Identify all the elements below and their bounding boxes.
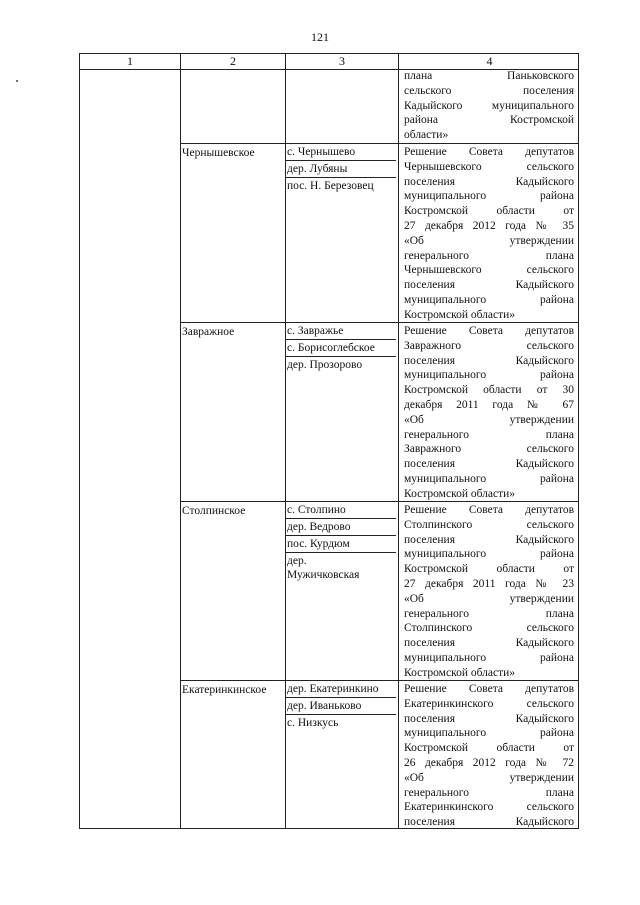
doc-line: декабря 2011 года № 67 xyxy=(404,398,574,411)
doc-line: области» xyxy=(404,129,449,142)
doc-line: поселения Кадыйского xyxy=(404,637,574,650)
doc-line: 26 декабря 2012 года № 72 xyxy=(404,756,574,769)
doc-line: муниципального района xyxy=(404,293,574,306)
settlement-name: Екатеринкинское xyxy=(182,684,267,696)
doc-line: «Об утверждении xyxy=(404,413,574,426)
doc-line: поселения Кадыйского xyxy=(404,533,574,546)
doc-line: Костромской области от xyxy=(404,205,574,218)
village-item: с. Борисоглебское xyxy=(285,340,396,357)
column-header-3: 3 xyxy=(339,54,345,68)
doc-line: Костромской области от 30 xyxy=(404,384,574,397)
doc-line: муниципального района xyxy=(404,548,574,561)
village-item: пос. Курдюм xyxy=(285,536,396,553)
column-header-1: 1 xyxy=(127,54,133,68)
doc-line: муниципального района xyxy=(404,651,574,664)
village-list xyxy=(285,144,396,194)
doc-line: Решение Совета депутатов xyxy=(404,683,574,695)
village-item: с. Низкусь xyxy=(287,717,339,729)
village-item: дер. Лубяны xyxy=(285,161,396,178)
doc-line: Столпинского сельского xyxy=(404,622,574,635)
doc-line: поселения Кадыйского xyxy=(404,354,574,367)
document-text xyxy=(404,503,574,681)
doc-line: муниципального района xyxy=(404,369,574,382)
doc-line: Костромской области» xyxy=(404,666,516,679)
doc-line: плана Паньковского xyxy=(404,70,574,82)
doc-line: Завражного сельского xyxy=(404,339,574,352)
doc-line: «Об утверждении xyxy=(404,771,574,784)
village-item: с. Чернышево xyxy=(285,144,396,161)
doc-line: Екатеринкинского сельского xyxy=(404,697,574,710)
doc-line: поселения Кадыйского xyxy=(404,175,574,188)
document-text xyxy=(404,324,574,502)
doc-line: генерального плана xyxy=(404,249,574,262)
settlement-name: Чернышевское xyxy=(182,147,255,159)
doc-line: Екатеринкинского сельского xyxy=(404,801,574,814)
village-item: с. Столпино xyxy=(285,502,396,519)
doc-line: генерального плана xyxy=(404,428,574,441)
doc-line: «Об утверждении xyxy=(404,234,574,247)
village-item: с. Завражье xyxy=(285,323,396,340)
village-item: дер. Прозорово xyxy=(287,359,363,371)
document-text xyxy=(404,682,574,829)
doc-line: Столпинского сельского xyxy=(404,518,574,531)
village-item: дер. Екатеринкино xyxy=(285,681,396,698)
doc-line: Костромской области» xyxy=(404,487,516,500)
doc-line: поселения Кадыйского xyxy=(404,712,574,725)
doc-line: Костромской области от xyxy=(404,742,574,755)
village-list xyxy=(285,502,396,583)
doc-line: Решение Совета депутатов xyxy=(404,325,574,337)
scan-speck xyxy=(16,80,18,82)
doc-line: муниципального района xyxy=(404,727,574,740)
doc-line: сельского поселения xyxy=(404,84,574,97)
village-item: пос. Н. Березовец xyxy=(287,180,374,192)
doc-line: района Костромской xyxy=(404,114,574,127)
settlements-table xyxy=(79,53,579,829)
doc-line: 27 декабря 2012 года № 35 xyxy=(404,219,574,232)
doc-line: муниципального района xyxy=(404,190,574,203)
doc-line: муниципального района xyxy=(404,472,574,485)
village-item: дер. Ведрово xyxy=(285,519,396,536)
settlement-name: Столпинское xyxy=(182,505,246,517)
doc-line: «Об утверждении xyxy=(404,592,574,605)
doc-line: Костромской области» xyxy=(404,308,516,321)
column-divider xyxy=(180,53,181,829)
column-divider xyxy=(398,53,399,829)
column-header-2: 2 xyxy=(230,54,236,68)
carryover-document-text xyxy=(404,69,574,143)
document-text xyxy=(404,145,574,323)
table-header xyxy=(80,53,579,70)
doc-line: 27 декабря 2011 года № 23 xyxy=(404,577,574,590)
doc-line: Чернышевского сельского xyxy=(404,160,574,173)
doc-line: генерального плана xyxy=(404,607,574,620)
page-number: 121 xyxy=(311,30,329,44)
doc-line: Завражного сельского xyxy=(404,443,574,456)
village-item: дер. Мужичковская xyxy=(287,555,360,581)
village-item: дер. Иваньково xyxy=(285,698,396,715)
doc-line: поселения Кадыйского xyxy=(404,816,574,829)
village-list xyxy=(285,323,396,373)
column-header-4: 4 xyxy=(486,54,493,68)
doc-line: Чернышевского сельского xyxy=(404,264,574,277)
doc-line: Костромской области от xyxy=(404,563,574,576)
doc-line: поселения Кадыйского xyxy=(404,279,574,292)
doc-line: Решение Совета депутатов xyxy=(404,146,574,158)
doc-line: поселения Кадыйского xyxy=(404,458,574,471)
doc-line: Кадыйского муниципального xyxy=(404,99,574,112)
doc-line: Решение Совета депутатов xyxy=(404,504,574,516)
settlement-name: Завражное xyxy=(182,326,235,338)
village-list xyxy=(285,681,396,731)
doc-line: генерального плана xyxy=(404,786,574,799)
